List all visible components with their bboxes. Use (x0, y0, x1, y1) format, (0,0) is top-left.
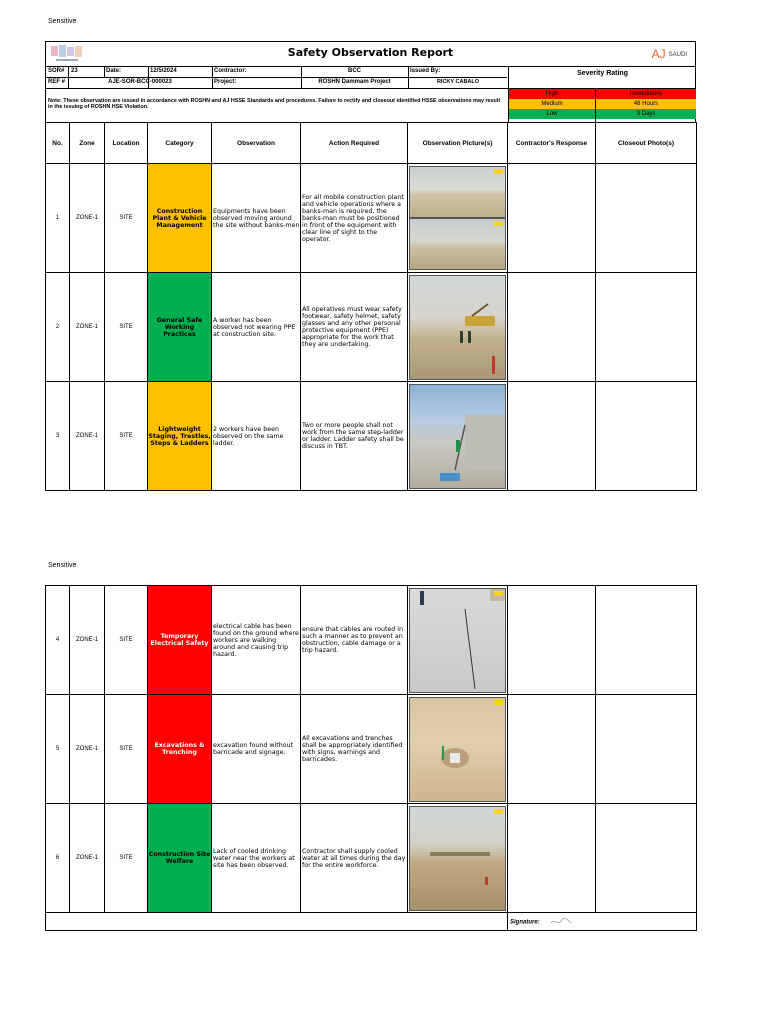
row-location: SITE (105, 586, 148, 695)
severity-level: Low (509, 109, 595, 119)
severity-medium (509, 99, 696, 109)
row-zone: ZONE-1 (70, 804, 105, 913)
row-action: All excavations and trenches shall be appropriately identified with signs, warnings and barricades. (301, 695, 408, 804)
signature-row (46, 913, 697, 931)
observation-photo-cell (408, 164, 508, 273)
contractor-response-cell[interactable] (508, 382, 596, 491)
table-row (46, 273, 697, 382)
table-row (46, 695, 697, 804)
contractor-response-cell[interactable] (508, 695, 596, 804)
observation-photo-cell (408, 273, 508, 382)
observation-table (45, 122, 697, 491)
contractor-response-cell[interactable] (508, 273, 596, 382)
row-location: SITE (105, 804, 148, 913)
site-photo-image (409, 697, 506, 802)
severity-high (509, 89, 696, 99)
row-action: For all mobile construction plant and vehicle operations where a banks-man is required, the banks-man must be positioned in front of the equipment with clear line of sight to the operator. (301, 164, 408, 273)
signature-scribble-icon (549, 917, 573, 927)
report-header (45, 41, 696, 123)
site-photo-image (409, 166, 506, 218)
contractor-value: BCC (348, 68, 361, 74)
signature-cell[interactable] (508, 913, 697, 931)
date-label: Date: (106, 68, 122, 74)
sor-value: 23 (71, 68, 78, 74)
row-category: Construction Site Welfare (148, 804, 212, 913)
row-zone: ZONE-1 (70, 382, 105, 491)
table-header-row (46, 123, 697, 164)
table-row (46, 586, 697, 695)
compliance-note: Note: These observation are issued in accordance with ROSHN and AJ HSSE Standards and procedures. Failure to rectify and closeout identified HSSE observations may result in the issuing of ROSHN HSE Violation. (48, 98, 501, 110)
col-contractor-response: Contractor's Response (508, 123, 596, 164)
row-observation: excavation found without barricade and signage. (212, 695, 301, 804)
col-observation-pictures: Observation Picture(s) (408, 123, 508, 164)
observation-photo-cell (408, 695, 508, 804)
row-location: SITE (105, 695, 148, 804)
signature-label: Signature: (510, 919, 540, 926)
row-no: 5 (46, 695, 70, 804)
severity-time: Immediately (596, 89, 696, 99)
col-action-required: Action Required (301, 123, 408, 164)
row-action: All operatives must wear safety footwear, safety helmet, safety glasses and any other personal protective equipment (PPE) appropriate for the work that they are undertaking. (301, 273, 408, 382)
ref-label: REF # (48, 79, 66, 85)
row-zone: ZONE-1 (70, 273, 105, 382)
closeout-photo-cell[interactable] (596, 382, 697, 491)
severity-time: 48 Hours (596, 99, 696, 109)
sensitivity-label: Sensitive (48, 562, 77, 569)
observation-photo-cell (408, 804, 508, 913)
row-zone: ZONE-1 (70, 164, 105, 273)
observation-photo-cell (408, 586, 508, 695)
site-photo-image (409, 218, 506, 270)
date-value: 12/5/2024 (150, 68, 177, 74)
contractor-response-cell[interactable] (508, 586, 596, 695)
row-observation: 2 workers have been observed on the same ladder. (212, 382, 301, 491)
row-no: 4 (46, 586, 70, 695)
row-location: SITE (105, 273, 148, 382)
severity-low (509, 109, 696, 119)
aj-saudi-logo (652, 47, 687, 61)
brand-sub: SAUDI (668, 51, 687, 58)
row-observation: A worker has been observed not wearing PPE at construction site. (212, 273, 301, 382)
site-photo-image (409, 806, 506, 911)
row-category: Temporary Electrical Safety (148, 586, 212, 695)
severity-title: Severity Rating (577, 70, 628, 77)
row-observation: electrical cable has been found on the ground where workers are walking around and causing trip hazard. (212, 586, 301, 695)
closeout-photo-cell[interactable] (596, 695, 697, 804)
row-category: General Safe Working Practices (148, 273, 212, 382)
site-photo-image (409, 275, 506, 380)
row-no: 2 (46, 273, 70, 382)
row-zone: ZONE-1 (70, 586, 105, 695)
severity-time: 3 Days (596, 109, 696, 119)
report-title: Safety Observation Report (287, 46, 454, 59)
contractor-label: Contractor: (214, 68, 247, 74)
closeout-photo-cell[interactable] (596, 804, 697, 913)
severity-level: High (509, 89, 595, 99)
row-action: ensure that cables are routed in such a manner as to prevent an obstruction, cable damage or a trip hazard. (301, 586, 408, 695)
signature-spacer (46, 913, 508, 931)
row-action: Two or more people shall not work from the same step-ladder or ladder. Ladder safety shall be discuss in TBT. (301, 382, 408, 491)
brand-mark: AJ (651, 47, 666, 61)
table-row (46, 382, 697, 491)
closeout-photo-cell[interactable] (596, 164, 697, 273)
col-zone: Zone (70, 123, 105, 164)
sor-label: SOR# (48, 68, 65, 74)
row-category: Excavations & Trenching (148, 695, 212, 804)
row-category: Construction Plant & Vehicle Management (148, 164, 212, 273)
site-photo-image (409, 588, 506, 693)
issued-by-label: Issued By: (410, 68, 441, 74)
col-observation: Observation (212, 123, 301, 164)
col-no: No. (46, 123, 70, 164)
closeout-photo-cell[interactable] (596, 586, 697, 695)
row-no: 1 (46, 164, 70, 273)
closeout-photo-cell[interactable] (596, 273, 697, 382)
row-no: 6 (46, 804, 70, 913)
site-photo-image (409, 384, 506, 489)
row-zone: ZONE-1 (70, 695, 105, 804)
observation-table-continued (45, 585, 697, 931)
row-observation: Equipments have been observed moving around the site without banks-men (212, 164, 301, 273)
col-closeout-photos: Closeout Photo(s) (596, 123, 697, 164)
issued-by-value: RICKY CABALO (436, 79, 480, 85)
row-observation: Lack of cooled drinking water near the workers at site has been observed. (212, 804, 301, 913)
row-no: 3 (46, 382, 70, 491)
row-location: SITE (105, 382, 148, 491)
project-value: ROSHN Dammam Project (318, 79, 391, 85)
table-row (46, 804, 697, 913)
row-location: SITE (105, 164, 148, 273)
sensitivity-label: Sensitive (48, 18, 77, 25)
col-location: Location (105, 123, 148, 164)
severity-level: Medium (509, 99, 595, 109)
project-label: Project: (214, 79, 237, 85)
observation-photo-cell (408, 382, 508, 491)
contractor-response-cell[interactable] (508, 804, 596, 913)
contractor-response-cell[interactable] (508, 164, 596, 273)
table-row (46, 164, 697, 273)
col-category: Category (148, 123, 212, 164)
row-category: Lightweight Staging, Trestles, Steps & Ladders (148, 382, 212, 491)
ref-value: AJE-SOR-BCC-000023 (108, 79, 172, 85)
row-action: Contractor shall supply cooled water at all times during the day for the entire workforce. (301, 804, 408, 913)
